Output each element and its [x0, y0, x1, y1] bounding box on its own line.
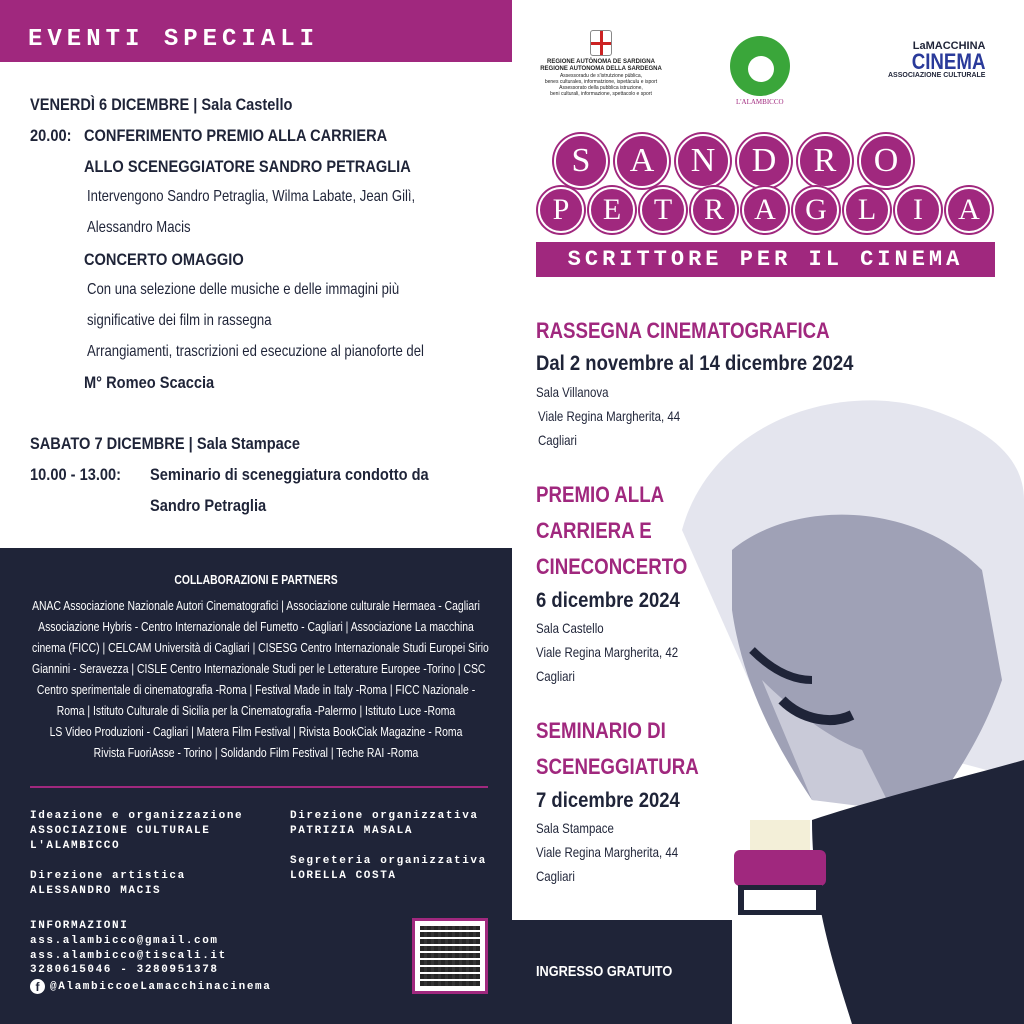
ideazione-value: L'ALAMBICCO [30, 840, 121, 852]
section-heading: SEMINARIO DI [536, 718, 666, 743]
friday-time: 20.00: [30, 126, 72, 145]
section-header [0, 0, 512, 62]
friday-text: Alessandro Macis [87, 219, 191, 236]
pianist-name: M° Romeo Scaccia [84, 373, 215, 392]
title-letter-circle: D [737, 134, 791, 188]
title-letter-circle: A [615, 134, 669, 188]
friday-heading-1: CONFERIMENTO PREMIO ALLA CARRIERA [84, 126, 388, 145]
facebook-handle[interactable]: @AlambiccoeLamacchinacinema [50, 981, 272, 993]
title-letter-circle: A [742, 187, 788, 233]
ideazione-value: ASSOCIAZIONE CULTURALE [30, 825, 211, 837]
section-date: 6 dicembre 2024 [536, 589, 680, 612]
title-letter-circle: R [691, 187, 737, 233]
title-letter-circle: R [798, 134, 852, 188]
section-date: Dal 2 novembre al 14 dicembre 2024 [536, 352, 854, 375]
coat-of-arms-icon [590, 30, 612, 56]
section-heading: PREMIO ALLA [536, 482, 665, 507]
title-letter-circle: S [554, 134, 608, 188]
venue-city: Cagliari [536, 668, 575, 684]
title-letter-circle: A [946, 187, 992, 233]
section-heading: CINECONCERTO [536, 554, 688, 579]
alambicco-logo: L'ALAMBICCO [730, 36, 790, 96]
portrait-illustration [512, 380, 1024, 1024]
regione-sardegna-logo: REGIONE AUTÒNOMA DE SARDIGNA REGIONE AUTONOMA DELLA SARDEGNA Assessoradu de s'istrutzione pùblica, benes culturales, informatzione, ispetàculu e isport Assessorato della pubblica istruzione, beni culturali, informazione, spettacolo e sport [536, 30, 666, 97]
venue-name: Sala Castello [536, 620, 604, 636]
title-letter-circle: P [538, 187, 584, 233]
friday-text: significative dei film in rassegna [87, 312, 272, 329]
title-letter-circle: T [640, 187, 686, 233]
section-heading: RASSEGNA CINEMATOGRAFICA [536, 318, 830, 343]
section-date: 7 dicembre 2024 [536, 789, 680, 812]
venue-name: Sala Stampace [536, 820, 614, 836]
divider [30, 786, 488, 788]
partners-line: Roma | Istituto Culturale di Sicilia per la Cinematografia -Palermo | Istituto Luce -Roma [56, 703, 456, 718]
title-letter-circle: I [895, 187, 941, 233]
section-title: EVENTI SPECIALI [28, 26, 320, 53]
saturday-text: Seminario di sceneggiatura condotto da [150, 465, 429, 484]
saturday-text: Sandro Petraglia [150, 496, 267, 515]
title-letter-circle: O [859, 134, 913, 188]
saturday-title: SABATO 7 DICEMBRE | Sala Stampace [30, 434, 301, 453]
info-label: INFORMAZIONI [30, 920, 129, 932]
phone-numbers: 3280615046 - 3280951378 [30, 964, 219, 976]
friday-title: VENERDÌ 6 DICEMBRE | Sala Castello [30, 95, 293, 114]
qr-code[interactable] [412, 918, 488, 994]
friday-text: Con una selezione delle musiche e delle immagini più [87, 281, 400, 298]
artistica-value: ALESSANDRO MACIS [30, 885, 162, 897]
friday-heading-2: ALLO SCENEGGIATORE SANDRO PETRAGLIA [84, 157, 411, 176]
venue-address: Viale Regina Margherita, 42 [536, 644, 679, 660]
partners-line: Rivista FuoriAsse - Torino | Solidando Film Festival | Teche RAI -Roma [93, 745, 419, 760]
typewriter-icon [734, 820, 826, 915]
partners-line: Centro sperimentale di cinematografia -Roma | Festival Made in Italy -Roma | FICC Nazionale - [36, 682, 476, 697]
partners-line: LS Video Produzioni - Cagliari | Matera Film Festival | Rivista BookCiak Magazine - Roma [49, 724, 463, 739]
subtitle-banner: SCRITTORE PER IL CINEMA [536, 242, 995, 277]
title-letter-circle: L [844, 187, 890, 233]
venue-address: Viale Regina Margherita, 44 [536, 844, 679, 860]
title-letter-circle: E [589, 187, 635, 233]
saturday-time: 10.00 - 13.00: [30, 465, 122, 484]
section-heading: SCENEGGIATURA [536, 754, 699, 779]
email-link[interactable]: ass.alambicco@gmail.com [30, 935, 219, 947]
venue-city: Cagliari [536, 868, 575, 884]
email-link[interactable]: ass.alambicco@tiscali.it [30, 950, 227, 962]
partners-line: ANAC Associazione Nazionale Autori Cinematografici | Associazione culturale Hermaea - Cagliari [32, 598, 480, 613]
title-letter-circle: N [676, 134, 730, 188]
venue-address: Viale Regina Margherita, 44 [538, 408, 681, 424]
org-label: Direzione organizzativa [290, 810, 479, 822]
facebook-icon: f [30, 979, 45, 994]
partners-title: COLLABORAZIONI E PARTNERS [174, 572, 338, 587]
partners-line: Associazione Hybris - Centro Internazionale del Fumetto - Cagliari | Associazione La macchina [38, 619, 474, 634]
org-value: PATRIZIA MASALA [290, 825, 414, 837]
partners-panel [0, 548, 512, 1024]
partners-line: cinema (FICC) | CELCAM Università di Cagliari | CISESG Centro Internazionale Studi Europei Sirio [32, 640, 489, 655]
ideazione-label: Ideazione e organizzazione [30, 810, 244, 822]
venue-name: Sala Villanova [536, 384, 609, 400]
friday-text: Intervengono Sandro Petraglia, Wilma Labate, Jean Gilì, [87, 188, 416, 205]
partners-line: Giannini - Seravezza | CISLE Centro Internazionale Studi per le Letterature Europee -Torino | CSC [32, 661, 486, 676]
seg-value: LORELLA COSTA [290, 870, 397, 882]
friday-text: Arrangiamenti, trascrizioni ed esecuzione al pianoforte del [87, 343, 424, 360]
la-macchina-cinema-logo: LaMACCHINA CINEMA ASSOCIAZIONE CULTURALE [888, 40, 986, 79]
section-heading: CARRIERA E [536, 518, 652, 543]
title-letter-circle: G [793, 187, 839, 233]
free-entry-label: INGRESSO GRATUITO [536, 963, 673, 980]
seg-label: Segreteria organizzativa [290, 855, 487, 867]
venue-city: Cagliari [538, 432, 577, 448]
artistica-label: Direzione artistica [30, 870, 186, 882]
concert-heading: CONCERTO OMAGGIO [84, 250, 244, 269]
